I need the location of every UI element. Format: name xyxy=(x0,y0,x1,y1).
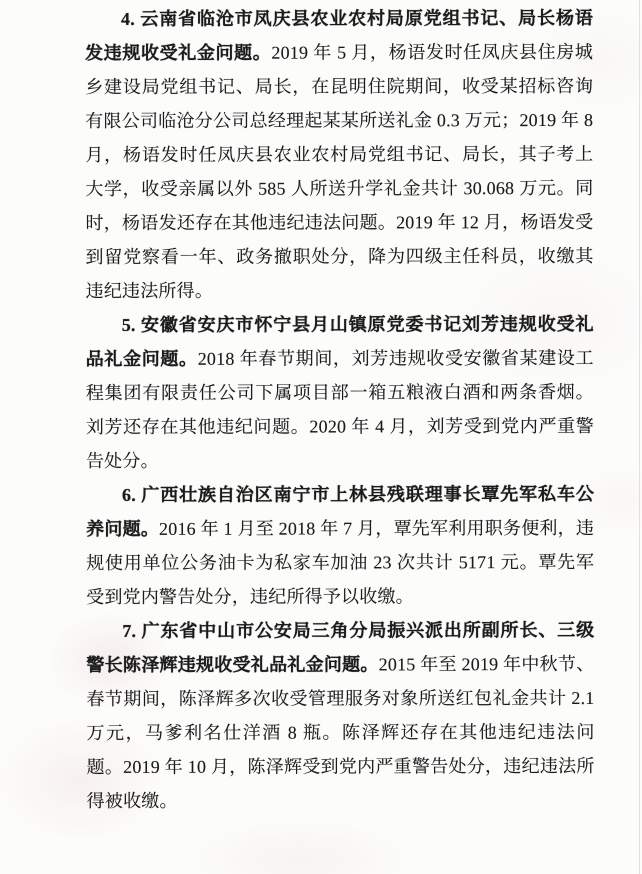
paragraph-case-7-body: 2015 年至 2019 年中秋节、春节期间，陈泽辉多次收受管理服务对象所送红包礼金共计 2.1 万元，马爹利名仕洋酒 8 瓶。陈泽辉还存在其他违纪违法问题。2019 年 10 月，陈泽辉受到党内严重警告处分，违纪违法所得被收缴。 xyxy=(86,653,595,811)
paragraph-case-6-headline: 6. 广西壮族自治区南宁市上林县残联理事长覃先军私车公养问题。 xyxy=(86,483,595,539)
paragraph-case-7-headline: 7. 广东省中山市公安局三角分局振兴派出所副所长、三级警长陈泽辉违规收受礼品礼金问题。 xyxy=(86,619,595,675)
paragraph-case-4 xyxy=(85,1,594,308)
paragraph-case-6-body: 2016 年 1 月至 2018 年 7 月，覃先军利用职务便利，违规使用单位公务油卡为私家车加油 23 次共计 5171 元。覃先军受到党内警告处分，违纪所得予以收缴。 xyxy=(86,517,595,607)
document-text xyxy=(85,1,595,818)
paragraph-case-5-body: 2018 年春节期间，刘芳违规收受安徽省某建设工程集团有限责任公司下属项目部一箱五粮液白酒和两条香烟。刘芳还存在其他违纪问题。2020 年 4 月，刘芳受到党内严重警告处分。 xyxy=(85,347,594,471)
paragraph-case-4-body: 2019 年 5 月，杨语发时任凤庆县住房城乡建设局党组书记、局长，在昆明住院期间，收受某招标咨询有限公司临沧分公司总经理起某某所送礼金 0.3 万元；2019 年 8 月，杨语发时任凤庆县农业农村局党组书记、局长，其子考上大学，收受亲属以外 585 人所送升学礼金共计 30.068 万元。同时，杨语发还存在其他违纪违法问题。2019 年 12 月，杨语发受到留党察看一年、政务撤职处分，降为四级主任科员，收缴其违纪违法所得。 xyxy=(85,41,594,301)
paragraph-case-5 xyxy=(86,307,594,478)
paragraph-case-5-headline: 5. 安徽省安庆市怀宁县月山镇原党委书记刘芳违规收受礼品礼金问题。 xyxy=(85,313,594,369)
paragraph-case-6 xyxy=(86,477,594,614)
scan-edge-line xyxy=(639,0,640,874)
paragraph-case-4-headline: 4. 云南省临沧市凤庆县农业农村局原党组书记、局长杨语发违规收受礼金问题。 xyxy=(85,7,594,63)
paragraph-case-7 xyxy=(86,613,594,818)
